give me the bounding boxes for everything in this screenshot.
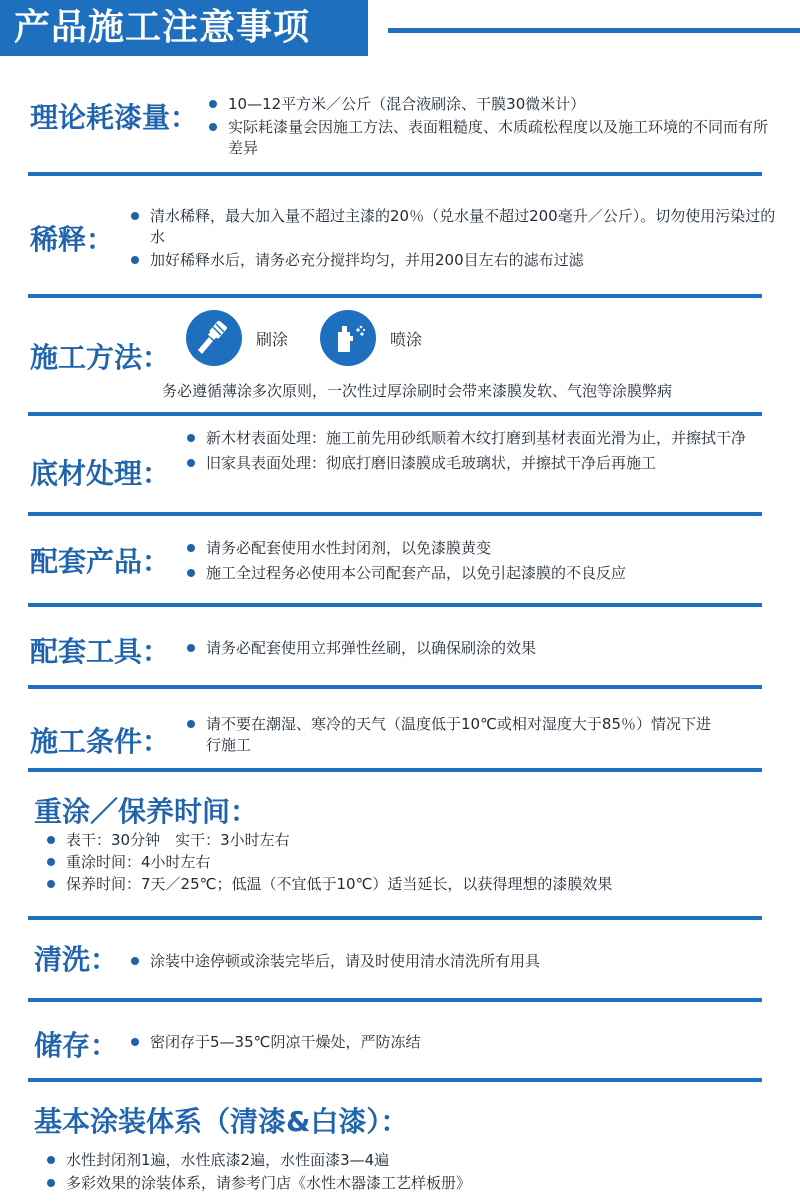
bullet-icon	[47, 880, 55, 888]
dilution-heading: 稀释：	[30, 223, 115, 256]
bullet-icon	[131, 256, 139, 264]
list-item: 新木材表面处理：施工前先用砂纸顺着木纹打磨到基材表面光滑为止，并擦拭干净	[184, 428, 764, 449]
bullet-icon	[187, 644, 195, 652]
section-divider	[28, 916, 762, 920]
coverage-heading: 理论耗漆量：	[30, 101, 199, 134]
products-heading: 配套产品：	[30, 545, 171, 578]
system-list	[44, 1150, 764, 1194]
list-item: 实际耗漆量会因施工方法、表面粗糙度、木质疏松程度以及施工环境的不同而有所差异	[206, 117, 776, 159]
title-divider	[388, 28, 800, 33]
storage-list	[128, 1032, 768, 1053]
list-item: 密闭存于5—35℃阴凉干燥处，严防冻结	[128, 1032, 768, 1053]
dilution-list	[128, 206, 778, 271]
brush-label: 刷涂	[256, 329, 289, 349]
method-heading: 施工方法：	[30, 341, 171, 374]
coverage-list	[206, 94, 776, 159]
bullet-icon	[47, 836, 55, 844]
list-item: 旧家具表面处理：彻底打磨旧漆膜成毛玻璃状，并擦拭干净后再施工	[184, 453, 764, 474]
spray-label: 喷涂	[390, 329, 423, 349]
spray-method	[320, 310, 422, 366]
tools-list	[184, 638, 764, 659]
bullet-icon	[131, 212, 139, 220]
bullet-icon	[187, 720, 195, 728]
list-item: 10—12平方米／公斤（混合液刷涂、干膜30微米计）	[206, 94, 776, 115]
method-note: 务必遵循薄涂多次原则，一次性过厚涂刷时会带来漆膜发软、气泡等涂膜弊病	[162, 382, 673, 400]
substrate-list	[184, 428, 764, 474]
list-item: 多彩效果的涂装体系，请参考门店《水性木器漆工艺样板册》	[44, 1173, 764, 1194]
brush-icon	[186, 310, 242, 366]
storage-heading: 储存：	[34, 1029, 119, 1062]
spray-gun-icon	[320, 310, 376, 366]
bullet-icon	[47, 858, 55, 866]
section-divider	[28, 603, 762, 607]
curing-list	[44, 830, 764, 895]
bullet-icon	[187, 569, 195, 577]
bullet-icon	[187, 434, 195, 442]
substrate-heading: 底材处理：	[30, 457, 171, 490]
bullet-icon	[209, 100, 217, 108]
list-item: 请务必配套使用水性封闭剂，以免漆膜黄变	[184, 538, 764, 559]
section-divider	[28, 685, 762, 689]
conditions-heading: 施工条件：	[30, 725, 171, 758]
curing-heading: 重涂／保养时间：	[34, 795, 259, 828]
list-item: 加好稀释水后，请务必充分搅拌均匀，并用200目左右的滤布过滤	[128, 250, 778, 271]
list-item: 请不要在潮湿、寒冷的天气（温度低于10℃或相对湿度大于85％）情况下进行施工	[184, 714, 724, 756]
bullet-icon	[131, 1038, 139, 1046]
list-item: 保养时间：7天／25℃；低温（不宜低于10℃）适当延长，以获得理想的漆膜效果	[44, 874, 764, 895]
section-divider	[28, 412, 762, 416]
section-divider	[28, 172, 762, 176]
list-item: 清水稀释，最大加入量不超过主漆的20％（兑水量不超过200毫升／公斤）。切勿使用污染过的水	[128, 206, 778, 248]
list-item: 请务必配套使用立邦弹性丝刷，以确保刷涂的效果	[184, 638, 764, 659]
section-divider	[28, 294, 762, 298]
section-divider	[28, 512, 762, 516]
section-divider	[28, 768, 762, 772]
tools-heading: 配套工具：	[30, 635, 171, 668]
list-item: 施工全过程务必使用本公司配套产品，以免引起漆膜的不良反应	[184, 563, 764, 584]
bullet-icon	[131, 957, 139, 965]
bullet-icon	[209, 123, 217, 131]
brush-method	[186, 310, 288, 366]
products-list	[184, 538, 764, 584]
bullet-icon	[187, 544, 195, 552]
system-heading: 基本涂装体系（清漆&白漆）：	[34, 1105, 409, 1138]
bullet-icon	[187, 459, 195, 467]
bullet-icon	[47, 1156, 55, 1164]
cleaning-heading: 清洗：	[34, 943, 119, 976]
cleaning-list	[128, 951, 768, 972]
list-item: 水性封闭剂1遍，水性底漆2遍，水性面漆3—4遍	[44, 1150, 764, 1171]
section-divider	[28, 1078, 762, 1082]
conditions-list	[184, 714, 724, 756]
list-item: 表干：30分钟 实干：3小时左右	[44, 830, 764, 851]
section-divider	[28, 998, 762, 1002]
list-item: 涂装中途停顿或涂装完毕后，请及时使用清水清洗所有用具	[128, 951, 768, 972]
bullet-icon	[47, 1179, 55, 1187]
page-title: 产品施工注意事项	[0, 0, 368, 56]
list-item: 重涂时间：4小时左右	[44, 852, 764, 873]
